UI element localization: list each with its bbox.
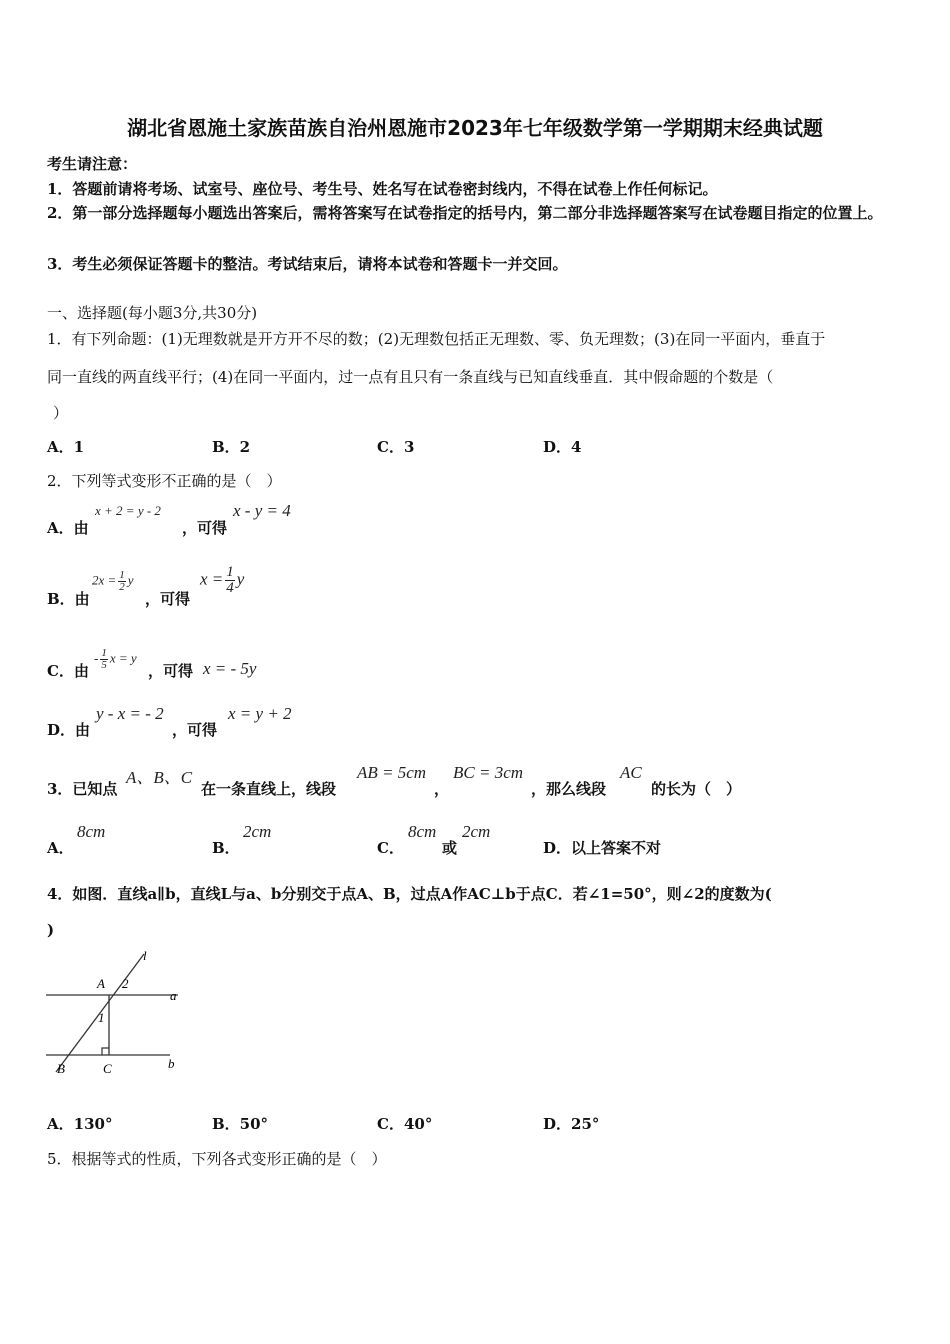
math-expression: AB = 5cm [357, 763, 427, 782]
option-d-label: D．由 [47, 721, 91, 739]
option-d-connector: ，可得 [172, 721, 218, 739]
label-b: b [168, 1056, 175, 1071]
math-expression: 2cm [462, 822, 491, 841]
question-1-line: ） [53, 404, 69, 422]
option-a-label: A．由 [47, 519, 89, 537]
geometry-figure [40, 948, 190, 1083]
question-4-line: ) [47, 921, 55, 939]
notice-heading: 考生请注意： [47, 155, 138, 173]
question-5-stem: 5．根据等式的性质，下列各式变形正确的是（ ） [47, 1150, 387, 1168]
option-d: D．以上答案不对 [543, 839, 662, 857]
math-expression: x = - 5y [203, 659, 257, 678]
label-C: C [103, 1061, 112, 1076]
option-d: D．4 [543, 438, 582, 456]
question-3-text: ， [434, 780, 450, 798]
math-expression: 2cm [243, 822, 272, 841]
question-1-line: 1．有下列命题：(1)无理数就是开方开不尽的数；(2)无理数包括正无理数、零、负无理数；(3)在同一平面内，垂直于 [47, 330, 826, 348]
option-c: C．40° [377, 1115, 433, 1133]
question-2-stem: 2．下列等式变形不正确的是（ ） [47, 472, 282, 490]
label-a: a [170, 988, 177, 1003]
question-3-prefix: 3．已知点 [47, 780, 118, 798]
option-c-or: 或 [442, 839, 458, 857]
math-expression: x + 2 = y - 2 [95, 503, 161, 518]
option-a: A．1 [47, 438, 85, 456]
option-b-connector: ，可得 [145, 590, 191, 608]
math-expression: y - x = - 2 [96, 704, 164, 723]
question-1-line: 同一直线的两直线平行；(4)在同一平面内，过一点有且只有一条直线与已知直线垂直．其中假命题的个数是（ [47, 368, 774, 386]
math-expression: x = y + 2 [228, 704, 292, 723]
math-expression: 2x = $\frac{1}{2}$ y [92, 569, 134, 593]
option-a: A．130° [47, 1115, 113, 1133]
math-expression: AC [620, 763, 642, 782]
label-B: B [57, 1061, 65, 1076]
option-b: B．50° [212, 1115, 269, 1133]
option-b-label: B．由 [47, 590, 90, 608]
label-angle-1: 1 [98, 1010, 105, 1025]
section-heading: 一、选择题(每小题3分,共30分) [47, 304, 258, 322]
option-b-label: B． [212, 839, 240, 857]
option-b: B．2 [212, 438, 251, 456]
question-3-text: 的长为（ ） [651, 780, 742, 798]
question-3-text: 在一条直线上，线段 [201, 780, 337, 798]
option-c-label: C．由 [47, 662, 89, 680]
option-c-connector: ，可得 [148, 662, 194, 680]
math-expression: x - y = 4 [233, 501, 291, 520]
label-angle-2: 2 [122, 976, 129, 991]
math-expression: BC = 3cm [453, 763, 524, 782]
notice-item: 3．考生必须保证答题卡的整洁。考试结束后，请将本试卷和答题卡一并交回。 [47, 255, 568, 273]
math-expression: 8cm [408, 822, 437, 841]
math-expression: 8cm [77, 822, 106, 841]
right-angle-mark [102, 1048, 109, 1055]
math-expression: x = $\frac{1}{4}$ y [200, 564, 245, 596]
option-c: C．3 [377, 438, 415, 456]
question-3-text: ，那么线段 [531, 780, 607, 798]
notice-item: 2．第一部分选择题每小题选出答案后，需将答案写在试卷指定的括号内，第二部分非选择题答案写在试卷题目指定的位置上。 [47, 204, 883, 222]
label-l: l [143, 948, 147, 963]
page-title: 湖北省恩施土家族苗族自治州恩施市2023年七年级数学第一学期期末经典试题 [127, 116, 823, 140]
math-expression: A、B、C [126, 768, 193, 787]
math-expression: - $\frac{1}{5}$ x = y [94, 647, 137, 671]
notice-item: 1．答题前请将考场、试室号、座位号、考生号、姓名写在试卷密封线内，不得在试卷上作任何标记。 [47, 180, 718, 198]
option-a-label: A． [47, 839, 74, 857]
option-a-connector: ，可得 [182, 519, 228, 537]
question-4-line: 4．如图．直线a∥b，直线L与a、b分别交于点A、B，过点A作AC⊥b于点C．若∠1=50°，则∠2的度数为( [47, 885, 772, 903]
option-d: D．25° [543, 1115, 600, 1133]
label-A: A [97, 976, 105, 991]
option-c-label: C． [377, 839, 404, 857]
